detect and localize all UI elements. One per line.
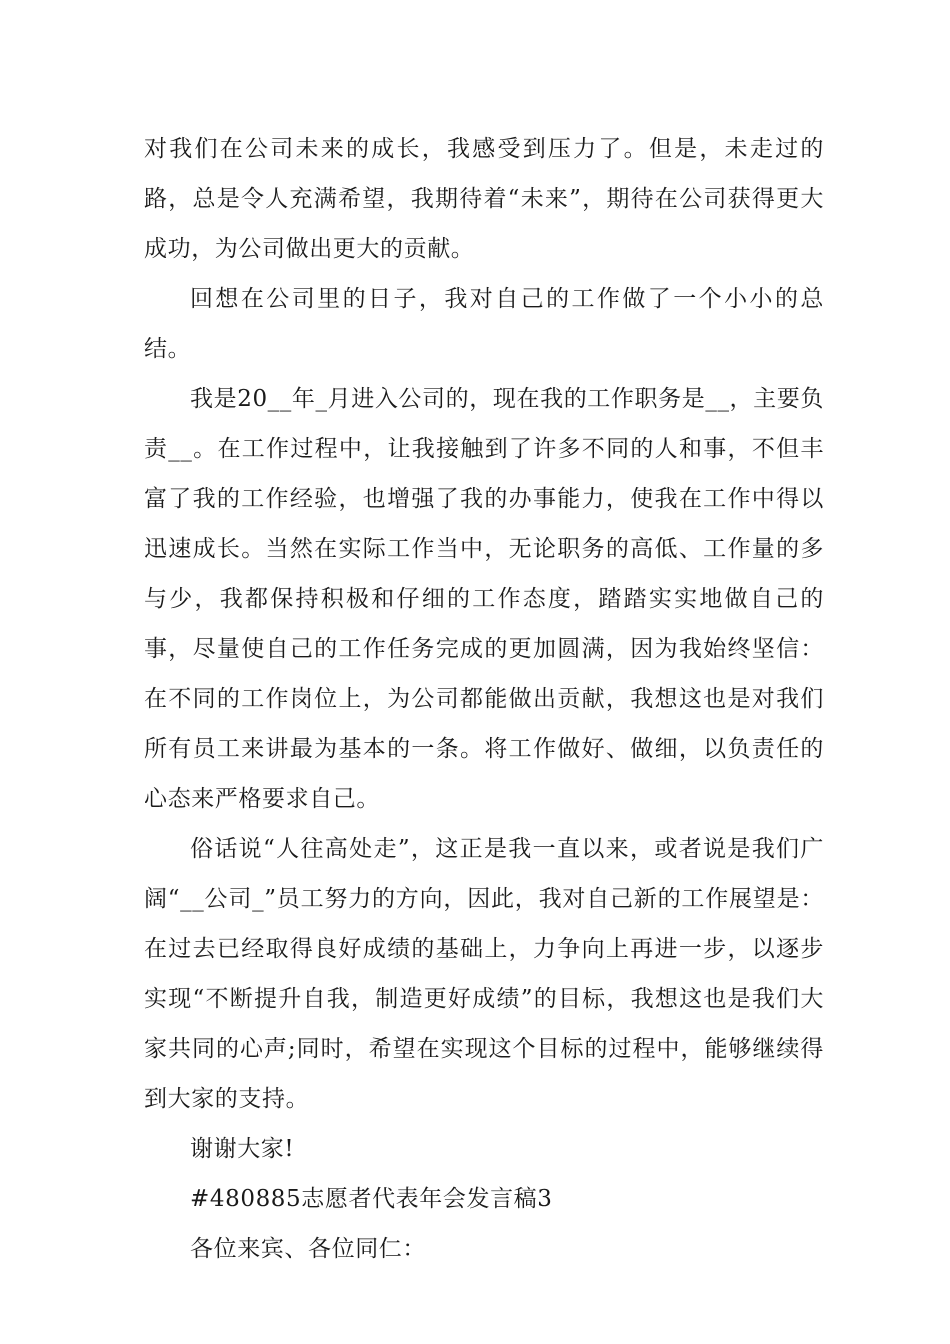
paragraph-work-review: 我是20__年_月进入公司的，现在我的工作职务是__，主要负责__。在工作过程中，让我接触到了许多不同的人和事，不但丰富了我的工作经验，也增强了我的办事能力，使我在工作中得以迅速成长。当然在实际工作当中，无论职务的高低、工作量的多与少，我都保持积极和仔细的工作态度，踏踏实实地做自己的事，尽量使自己的工作任务完成的更加圆满，因为我始终坚信：在不同的工作岗位上，为公司都能做出贡献，我想这也是对我们所有员工来讲最为基本的一条。将工作做好、做细，以负责任的心态来严格要求自己。 xyxy=(144,386,824,812)
paragraph-salutation: 各位来宾、各位同仁： xyxy=(190,1236,426,1262)
paragraph-work-outlook: 俗话说“人往高处走”，这正是我一直以来，或者说是我们广阔“__公司_”员工努力的方向，因此，我对自己新的工作展望是：在过去已经取得良好成绩的基础上，力争向上再进一步，以逐步实现“不断提升自我，制造更好成绩”的目标，我想这也是我们大家共同的心声;同时，希望在实现这个目标的过程中，能够继续得到大家的支持。 xyxy=(144,836,824,1112)
paragraph-thanks: 谢谢大家! xyxy=(190,1136,295,1162)
paragraph-continuation: 对我们在公司未来的成长，我感受到压力了。但是，未走过的路，总是令人充满希望，我期待着“未来”，期待在公司获得更大成功，为公司做出更大的贡献。 xyxy=(144,136,824,262)
section-heading: #480885志愿者代表年会发言稿3 xyxy=(190,1186,553,1212)
paragraph-summary-intro: 回想在公司里的日子，我对自己的工作做了一个小小的总结。 xyxy=(144,286,824,362)
document-body xyxy=(144,124,824,1274)
